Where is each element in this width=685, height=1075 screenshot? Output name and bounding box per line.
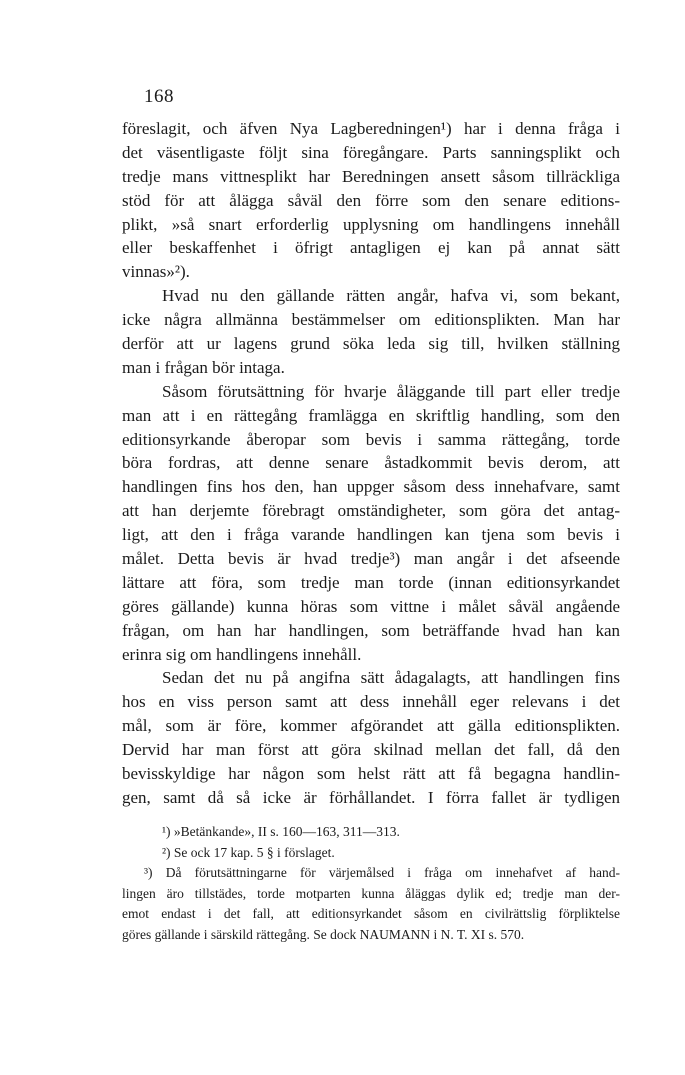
footnote: ²) Se ock 17 kap. 5 § i förslaget. [162, 844, 335, 860]
text-line: det väsentligaste följt sina föregångare. Parts sanningsplikt och [122, 142, 620, 162]
text-line: erinra sig om handlingens innehåll. [122, 644, 362, 664]
text-line: Hvad nu den gällande rätten angår, hafva vi, som bekant, [162, 286, 620, 306]
text-line: man att i en rättegång framlägga en skriftlig handling, som den [122, 405, 620, 425]
text-line: plikt, »så snart erforderlig upplysning om handlingens innehåll [122, 214, 620, 234]
footnotes [122, 822, 620, 945]
text-line: stöd för att ålägga såväl den förre som den senare editions- [122, 190, 620, 210]
text-line: ligt, att den i fråga varande handlingen kan tjena som bevis i [122, 525, 620, 545]
text-line: Såsom förutsättning för hvarje åläggande till part eller tredje [162, 381, 620, 401]
text-line: derför att ur lagens grund söka leda sig till, hvilken ställning [122, 334, 620, 354]
text-line: editionsyrkande åberopar som bevis i samma rättegång, torde [122, 429, 620, 449]
text-line: Sedan det nu på angifna sätt ådagalagts, att handlingen fins [162, 668, 620, 688]
text-line: föreslagit, och äfven Nya Lagberedningen¹) har i denna fråga i [122, 119, 620, 138]
text-line: Dervid har man först att göra skilnad mellan det fall, då den [122, 740, 620, 760]
footnote-continuation: emot endast i det fall, att editionsyrkandet såsom en civilrättslig förpliktelse [122, 906, 620, 921]
text-line: att han derjemte förebragt omständigheter, som göra det antag- [122, 501, 620, 521]
text-line: böra fordras, att denne senare åstadkommit bevis derom, att [122, 453, 620, 473]
text-line: hos en viss person samt att dess innehåll eger relevans i det [122, 692, 620, 712]
text-line: handlingen fins hos den, han uppger såsom dess innehafvare, samt [122, 477, 620, 497]
text-line: göres gällande) kunna höras som vittne i målet såväl angående [122, 596, 620, 616]
text-line: vinnas»²). [122, 262, 190, 282]
text-line: tredje mans vittnesplikt har Beredningen ansett såsom tillräckliga [122, 166, 620, 186]
text-line: lättare att föra, som tredje man torde (innan editionsyrkandet [122, 572, 620, 592]
text-line: man i frågan bör intaga. [122, 357, 285, 377]
footnote: ³) Då förutsättningarne för värjemålsed i fråga om innehafvet af hand- [144, 865, 620, 880]
text-line: gen, samt då så icke är förhållandet. I förra fallet är tydligen [122, 787, 620, 807]
footnote: ¹) »Betänkande», II s. 160—163, 311—313. [162, 824, 400, 839]
text-line: icke några allmänna bestämmelser om editionsplikten. Man har [122, 310, 620, 330]
footnote-continuation: göres gällande i särskild rättegång. Se dock NAUMANN i N. T. XI s. 570. [122, 926, 525, 942]
footnote-continuation: lingen äro tillstädes, torde motparten kunna åläggas dylik ed; tredje man der- [122, 885, 620, 901]
text-line: mål, som är före, kommer afgörandet att gälla editionsplikten. [122, 716, 620, 736]
page-number: 168 [144, 86, 174, 107]
text-line: bevisskyldige har någon som helst rätt att få begagna handlin- [122, 764, 620, 784]
text-line: frågan, om han har handlingen, som beträffande hvad han kan [122, 620, 620, 640]
text-line: eller beskaffenhet i öfrigt antagligen ej kan på annat sätt [122, 238, 620, 258]
body-text [122, 117, 620, 810]
text-line: målet. Detta bevis är hvad tredje³) man angår i det afseende [122, 549, 620, 569]
